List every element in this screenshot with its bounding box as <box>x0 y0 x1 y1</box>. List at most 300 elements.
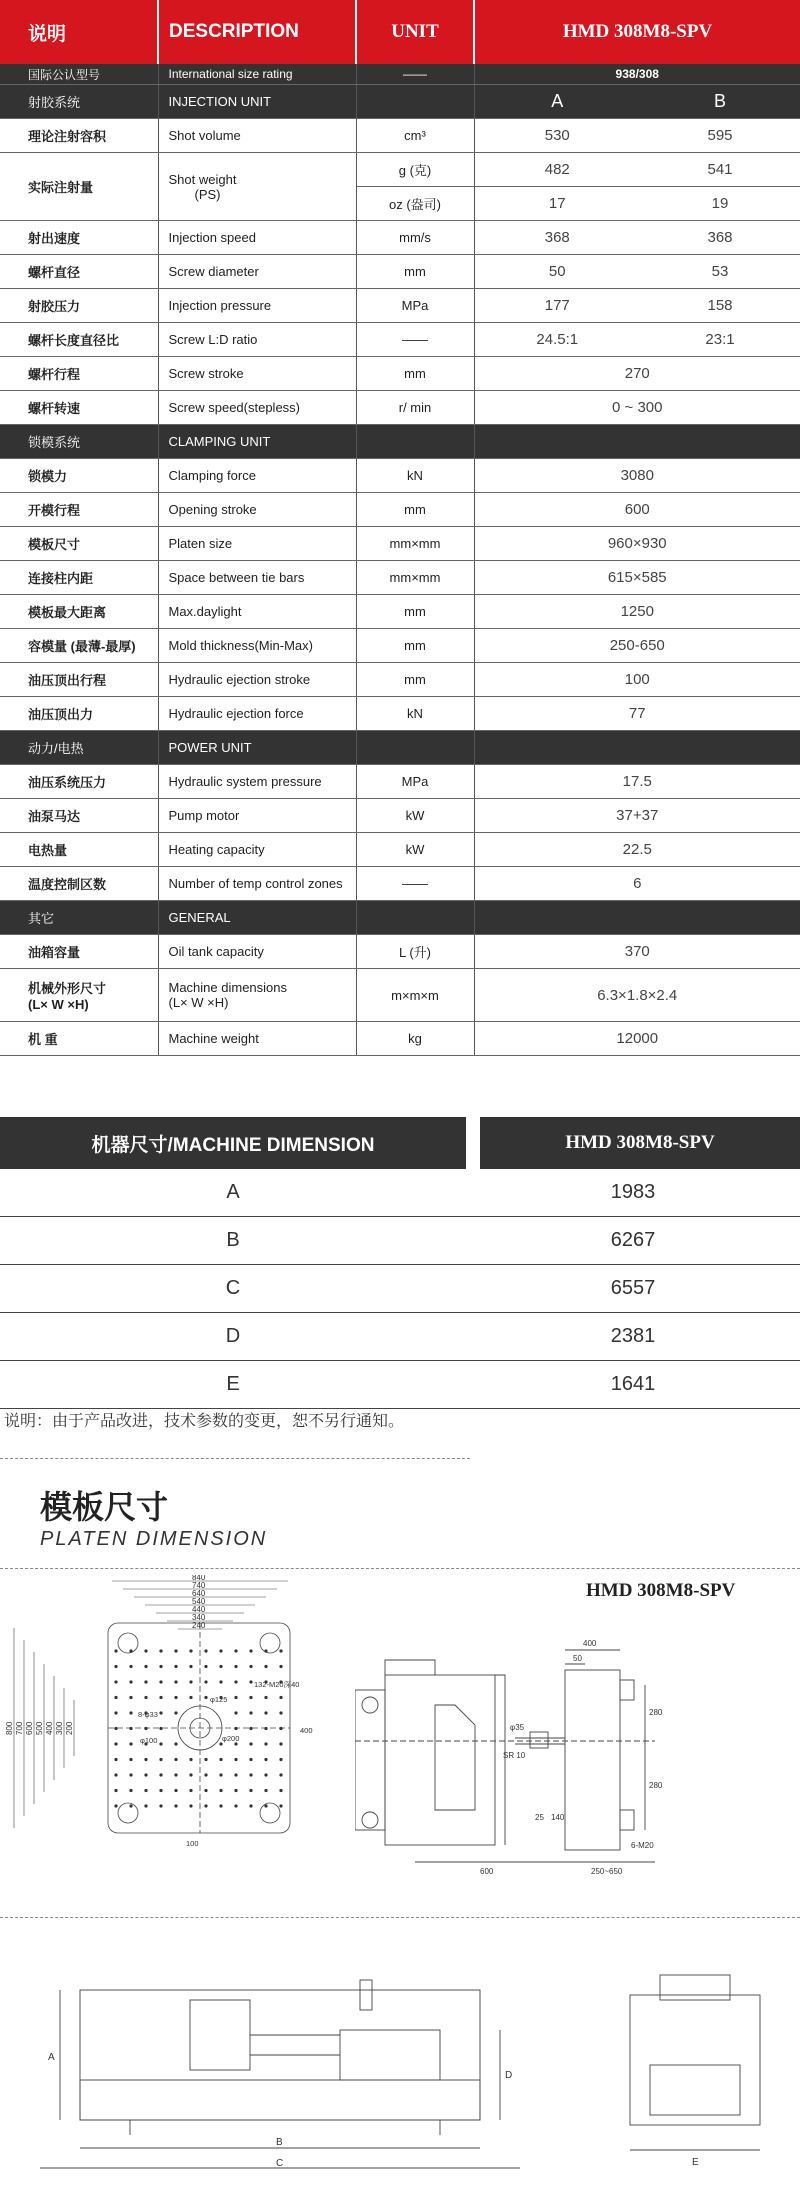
dimension-row <box>0 1217 800 1265</box>
section-power-en: POWER UNIT <box>158 731 356 765</box>
tapped-hole <box>114 1727 117 1730</box>
dimension-label: A <box>226 1181 240 1203</box>
row-value: 600 <box>474 493 800 527</box>
row-unit: kN <box>356 459 474 493</box>
row-value-a: 50 <box>474 255 640 289</box>
tapped-hole <box>264 1727 267 1730</box>
platen-title-en: PLATEN DIMENSION <box>40 1528 268 1550</box>
row-cn: 螺杆行程 <box>0 357 158 391</box>
tapped-hole <box>174 1680 177 1683</box>
tapped-hole <box>144 1665 147 1668</box>
row-value-a: 530 <box>474 119 640 153</box>
section-injection <box>0 85 800 119</box>
row-cn: 射胶压力 <box>0 289 158 323</box>
tapped-hole <box>129 1680 132 1683</box>
dimension-rows <box>0 1169 800 1409</box>
tapped-hole <box>174 1758 177 1761</box>
tapped-hole <box>279 1789 282 1792</box>
tapped-hole <box>279 1727 282 1730</box>
row-cn: 螺杆转速 <box>0 391 158 425</box>
spec-row <box>0 323 800 357</box>
row-cn: 油压顶出力 <box>0 697 158 731</box>
machine-dim-cn: 机械外形尺寸 <box>28 981 107 996</box>
spec-header-row <box>0 0 800 64</box>
row-value-a: 482 <box>474 153 640 187</box>
platen-dimension-labels <box>5 1575 206 1735</box>
spec-row <box>0 255 800 289</box>
row-value-a: 17 <box>474 187 640 221</box>
row-unit: mm <box>356 357 474 391</box>
front-dim-text: 740 <box>192 1581 206 1590</box>
tapped-hole <box>159 1696 162 1699</box>
column-b-label: B <box>640 85 800 119</box>
row-value: 6 <box>474 867 800 901</box>
d400-label: 400 <box>300 1726 313 1735</box>
tapped-hole <box>204 1665 207 1668</box>
intl-size-unit: —— <box>356 64 474 85</box>
row-cn: 螺杆直径 <box>0 255 158 289</box>
row-en: Screw L:D ratio <box>158 323 356 357</box>
spec-row <box>0 935 800 969</box>
spec-row <box>0 527 800 561</box>
side-250-label: 250~650 <box>591 1867 623 1876</box>
row-value: 0 ~ 300 <box>474 391 800 425</box>
tapped-hole <box>219 1665 222 1668</box>
left-dim-text: 600 <box>25 1721 34 1735</box>
tapped-hole <box>204 1696 207 1699</box>
dimension-row <box>0 1361 800 1409</box>
tapped-hole <box>249 1773 252 1776</box>
row-cn: 射出速度 <box>0 221 158 255</box>
row-value: 370 <box>474 935 800 969</box>
tapped-hole <box>279 1665 282 1668</box>
tapped-hole <box>114 1773 117 1776</box>
tapped-hole <box>234 1789 237 1792</box>
spec-row <box>0 629 800 663</box>
spec-row <box>0 221 800 255</box>
dimension-label: E <box>226 1373 240 1395</box>
power-rows <box>0 765 800 901</box>
tapped-hole <box>264 1758 267 1761</box>
row-cn: 连接柱内距 <box>0 561 158 595</box>
row-value-a: 177 <box>474 289 640 323</box>
tapped-hole <box>234 1665 237 1668</box>
row-value: 17.5 <box>474 765 800 799</box>
tapped-hole <box>204 1804 207 1807</box>
row-unit: —— <box>356 867 474 901</box>
tapped-hole <box>189 1680 192 1683</box>
tapped-hole <box>249 1789 252 1792</box>
tapped-hole <box>159 1649 162 1652</box>
row-unit: oz (盎司) <box>356 187 474 221</box>
tapped-hole <box>159 1789 162 1792</box>
tapped-hole <box>129 1711 132 1714</box>
spec-row <box>0 833 800 867</box>
tapped-hole <box>249 1804 252 1807</box>
spec-row <box>0 357 800 391</box>
tapped-hole <box>159 1773 162 1776</box>
tapped-hole <box>144 1773 147 1776</box>
tapped-hole <box>174 1773 177 1776</box>
tapped-holes-label: 132-M20深40 <box>254 1680 300 1689</box>
front-dim-text: 340 <box>192 1613 206 1622</box>
dia125-label: φ125 <box>210 1695 228 1704</box>
row-unit: g (克) <box>356 153 474 187</box>
tapped-hole <box>234 1711 237 1714</box>
row-value-b: 541 <box>640 153 800 187</box>
tapped-hole <box>159 1742 162 1745</box>
platen-front-drawing <box>0 1575 340 1875</box>
row-en: Hydraulic system pressure <box>158 765 356 799</box>
tapped-hole <box>264 1696 267 1699</box>
tapped-hole <box>144 1804 147 1807</box>
row-value-b: 53 <box>640 255 800 289</box>
tapped-hole <box>174 1804 177 1807</box>
row-unit: mm <box>356 629 474 663</box>
row-unit: kW <box>356 799 474 833</box>
row-unit: —— <box>356 323 474 357</box>
tapped-hole <box>264 1742 267 1745</box>
tapped-hole <box>174 1789 177 1792</box>
row-value: 12000 <box>474 1022 800 1056</box>
spec-row <box>0 799 800 833</box>
tapped-hole <box>174 1696 177 1699</box>
row-cn: 螺杆长度直径比 <box>0 323 158 357</box>
tapped-hole <box>144 1789 147 1792</box>
spec-row <box>0 595 800 629</box>
section-power <box>0 731 800 765</box>
spec-row <box>0 765 800 799</box>
tapped-hole <box>114 1758 117 1761</box>
section-power-cn: 动力/电热 <box>0 731 158 765</box>
row-cn: 机 重 <box>0 1022 158 1056</box>
row-unit: kN <box>356 697 474 731</box>
tapped-hole <box>234 1696 237 1699</box>
platen-dimension-lines <box>14 1581 288 1828</box>
row-unit: kg <box>356 1022 474 1056</box>
row-value: 37+37 <box>474 799 800 833</box>
row-en: Space between tie bars <box>158 561 356 595</box>
header-desc-en: DESCRIPTION <box>158 0 356 64</box>
tapped-hole <box>174 1649 177 1652</box>
platen-side-drawing <box>355 1630 795 1880</box>
tapped-hole <box>174 1665 177 1668</box>
row-cn: 温度控制区数 <box>0 867 158 901</box>
dimension-model: HMD 308M8-SPV <box>480 1117 800 1169</box>
row-value: 270 <box>474 357 800 391</box>
tapped-hole <box>279 1742 282 1745</box>
row-en <box>158 153 356 221</box>
tapped-hole <box>129 1727 132 1730</box>
phi35-label: φ35 <box>510 1723 525 1732</box>
row-value-b: 19 <box>640 187 800 221</box>
row-unit: cm³ <box>356 119 474 153</box>
dim-a-label: A <box>48 2052 55 2063</box>
row-unit: kW <box>356 833 474 867</box>
dimension-label: B <box>226 1229 240 1251</box>
row-cn: 实际注射量 <box>0 153 158 221</box>
section-injection-en: INJECTION UNIT <box>158 85 356 119</box>
left-dim-text: 500 <box>35 1721 44 1735</box>
dimension-header <box>0 1117 800 1169</box>
dimension-value: 2381 <box>610 1325 656 1347</box>
tapped-hole <box>114 1649 117 1652</box>
spec-row <box>0 867 800 901</box>
dim-e-label: E <box>692 2157 699 2168</box>
header-desc-cn: 说明 <box>0 0 158 64</box>
tapped-hole <box>264 1665 267 1668</box>
tapped-hole <box>204 1680 207 1683</box>
row-unit: m×m×m <box>356 969 474 1022</box>
d140-label: 140 <box>551 1813 565 1822</box>
tapped-hole <box>189 1665 192 1668</box>
tapped-hole <box>129 1742 132 1745</box>
row-cn: 模板尺寸 <box>0 527 158 561</box>
tapped-hole <box>114 1804 117 1807</box>
intl-size-en: International size rating <box>158 64 356 85</box>
dimension-value: 6557 <box>610 1277 656 1299</box>
row-value: 77 <box>474 697 800 731</box>
disclaimer-note: 说明：由于产品改进，技术参数的变更，恕不另行通知。 <box>4 1413 405 1430</box>
tapped-hole <box>219 1680 222 1683</box>
dimension-value: 1641 <box>610 1373 656 1395</box>
tapped-hole <box>159 1727 162 1730</box>
row-value: 615×585 <box>474 561 800 595</box>
tapped-hole <box>129 1696 132 1699</box>
front-dim-text: 640 <box>192 1589 206 1598</box>
d25-label: 25 <box>535 1813 544 1822</box>
row-unit: mm <box>356 493 474 527</box>
row-unit: mm <box>356 595 474 629</box>
row-en: Machine weight <box>158 1022 356 1056</box>
tapped-hole <box>234 1758 237 1761</box>
row-value-b: 595 <box>640 119 800 153</box>
front-dim-text: 240 <box>192 1621 206 1630</box>
tapped-hole <box>189 1789 192 1792</box>
machine-dim-en-lwh: (L× W ×H) <box>168 995 229 1010</box>
m20-label: 6-M20 <box>631 1841 654 1850</box>
section-clamping-cn: 锁模系统 <box>0 425 158 459</box>
platen-model: HMD 308M8-SPV <box>586 1580 736 1601</box>
spec-row <box>0 663 800 697</box>
tapped-hole <box>249 1711 252 1714</box>
row-unit: mm <box>356 663 474 697</box>
platen-title-cn: 模板尺寸 <box>40 1489 169 1525</box>
tapped-hole <box>129 1758 132 1761</box>
side-600-label: 600 <box>480 1867 494 1876</box>
tapped-hole <box>219 1804 222 1807</box>
row-value: 250-650 <box>474 629 800 663</box>
tapped-hole <box>189 1649 192 1652</box>
row-cn: 油压系统压力 <box>0 765 158 799</box>
spec-table <box>0 0 800 1056</box>
holes-label: 8-φ33 <box>138 1710 158 1719</box>
side-280a-label: 280 <box>649 1708 663 1717</box>
clamping-rows <box>0 459 800 731</box>
row-unit: mm×mm <box>356 527 474 561</box>
tapped-hole <box>234 1727 237 1730</box>
dimension-value: 1983 <box>610 1181 656 1203</box>
row-cn: 模板最大距离 <box>0 595 158 629</box>
tapped-hole <box>249 1665 252 1668</box>
row-unit: r/ min <box>356 391 474 425</box>
tapped-hole <box>204 1758 207 1761</box>
row-en: Clamping force <box>158 459 356 493</box>
tapped-hole <box>129 1665 132 1668</box>
row-unit: mm×mm <box>356 561 474 595</box>
row-en: Hydraulic ejection stroke <box>158 663 356 697</box>
row-en: Screw stroke <box>158 357 356 391</box>
tapped-hole <box>144 1649 147 1652</box>
tapped-hole <box>249 1727 252 1730</box>
row-en: Mold thickness(Min-Max) <box>158 629 356 663</box>
row-unit: MPa <box>356 765 474 799</box>
intl-size-value: 938/308 <box>474 64 800 85</box>
tapped-hole <box>159 1665 162 1668</box>
row-value: 6.3×1.8×2.4 <box>474 969 800 1022</box>
tapped-hole <box>144 1727 147 1730</box>
row-en: Max.daylight <box>158 595 356 629</box>
spec-row <box>0 119 800 153</box>
left-dim-text: 400 <box>45 1721 54 1735</box>
tapped-hole <box>219 1773 222 1776</box>
tapped-hole <box>129 1773 132 1776</box>
tapped-hole <box>234 1773 237 1776</box>
tapped-hole <box>279 1773 282 1776</box>
shot-weight-ps: (PS) <box>194 186 221 202</box>
tapped-hole <box>189 1696 192 1699</box>
tapped-hole <box>114 1742 117 1745</box>
tapped-hole <box>234 1649 237 1652</box>
side-400-label: 400 <box>583 1639 597 1648</box>
tapped-hole <box>249 1649 252 1652</box>
left-dim-text: 200 <box>65 1721 74 1735</box>
row-en: Screw diameter <box>158 255 356 289</box>
tapped-hole <box>189 1804 192 1807</box>
tapped-hole <box>159 1711 162 1714</box>
tapped-hole <box>174 1711 177 1714</box>
section-injection-cn: 射胶系统 <box>0 85 158 119</box>
spec-row <box>0 153 800 187</box>
tapped-hole <box>129 1649 132 1652</box>
row-cn: 理论注射容积 <box>0 119 158 153</box>
tapped-hole <box>114 1665 117 1668</box>
dimension-row <box>0 1265 800 1313</box>
row-value: 960×930 <box>474 527 800 561</box>
front-dim-text: 440 <box>192 1605 206 1614</box>
tapped-hole <box>249 1758 252 1761</box>
dimension-row <box>0 1313 800 1361</box>
row-en: Platen size <box>158 527 356 561</box>
row-en: Opening stroke <box>158 493 356 527</box>
tapped-hole <box>279 1696 282 1699</box>
machine-end-drawing <box>620 1965 770 2175</box>
tapped-hole <box>204 1773 207 1776</box>
row-en: Screw speed(stepless) <box>158 391 356 425</box>
section-clamping-en: CLAMPING UNIT <box>158 425 356 459</box>
row-en: Oil tank capacity <box>158 935 356 969</box>
row-en: Pump motor <box>158 799 356 833</box>
divider <box>0 1917 800 1918</box>
tapped-hole <box>114 1680 117 1683</box>
front-dim-text: 540 <box>192 1597 206 1606</box>
section-general-cn: 其它 <box>0 901 158 935</box>
row-cn: 电热量 <box>0 833 158 867</box>
tapped-hole <box>114 1789 117 1792</box>
left-dim-text: 700 <box>15 1721 24 1735</box>
row-value: 100 <box>474 663 800 697</box>
row-value: 3080 <box>474 459 800 493</box>
row-value: 22.5 <box>474 833 800 867</box>
spec-row <box>0 289 800 323</box>
divider <box>0 1458 470 1459</box>
machine-dim-en: Machine dimensions <box>168 980 288 995</box>
row-value: 1250 <box>474 595 800 629</box>
tapped-hole <box>144 1758 147 1761</box>
tapped-hole <box>264 1789 267 1792</box>
row-unit: mm <box>356 255 474 289</box>
row-cn <box>0 969 158 1022</box>
spec-row <box>0 459 800 493</box>
tapped-hole <box>249 1680 252 1683</box>
dimension-row <box>0 1169 800 1217</box>
tapped-hole <box>234 1804 237 1807</box>
tapped-hole <box>279 1711 282 1714</box>
row-cn: 锁模力 <box>0 459 158 493</box>
row-value-b: 158 <box>640 289 800 323</box>
dim-d-label: D <box>505 2070 513 2081</box>
row-value-a: 368 <box>474 221 640 255</box>
dim-b-label: B <box>276 2137 283 2148</box>
tapped-hole <box>114 1696 117 1699</box>
dim-c-label: C <box>276 2158 284 2169</box>
header-unit: UNIT <box>356 0 474 64</box>
section-clamping <box>0 425 800 459</box>
row-unit: MPa <box>356 289 474 323</box>
row-en: Heating capacity <box>158 833 356 867</box>
row-en <box>158 969 356 1022</box>
tapped-hole <box>174 1742 177 1745</box>
spec-row <box>0 1022 800 1056</box>
spec-row <box>0 697 800 731</box>
intl-size-row <box>0 64 800 85</box>
tapped-hole <box>159 1804 162 1807</box>
spec-row <box>0 561 800 595</box>
row-en: Number of temp control zones <box>158 867 356 901</box>
tapped-hole <box>204 1789 207 1792</box>
tapped-hole <box>219 1789 222 1792</box>
column-a-label: A <box>474 85 640 119</box>
tapped-hole <box>264 1804 267 1807</box>
machine-dimension-table <box>0 1117 800 1409</box>
row-cn: 开模行程 <box>0 493 158 527</box>
row-en: Hydraulic ejection force <box>158 697 356 731</box>
tapped-hole <box>204 1649 207 1652</box>
tapped-hole <box>264 1773 267 1776</box>
tapped-hole <box>159 1758 162 1761</box>
row-cn: 油箱容量 <box>0 935 158 969</box>
left-dim-text: 300 <box>55 1721 64 1735</box>
tapped-hole <box>159 1680 162 1683</box>
machine-dim-cn-lwh: (L× W ×H) <box>28 997 89 1012</box>
dia200-label: φ200 <box>222 1734 240 1743</box>
tapped-hole <box>129 1804 132 1807</box>
row-value-a: 24.5:1 <box>474 323 640 357</box>
tapped-hole <box>189 1773 192 1776</box>
dimension-value: 6267 <box>610 1229 656 1251</box>
tapped-hole <box>144 1696 147 1699</box>
spec-row <box>0 493 800 527</box>
